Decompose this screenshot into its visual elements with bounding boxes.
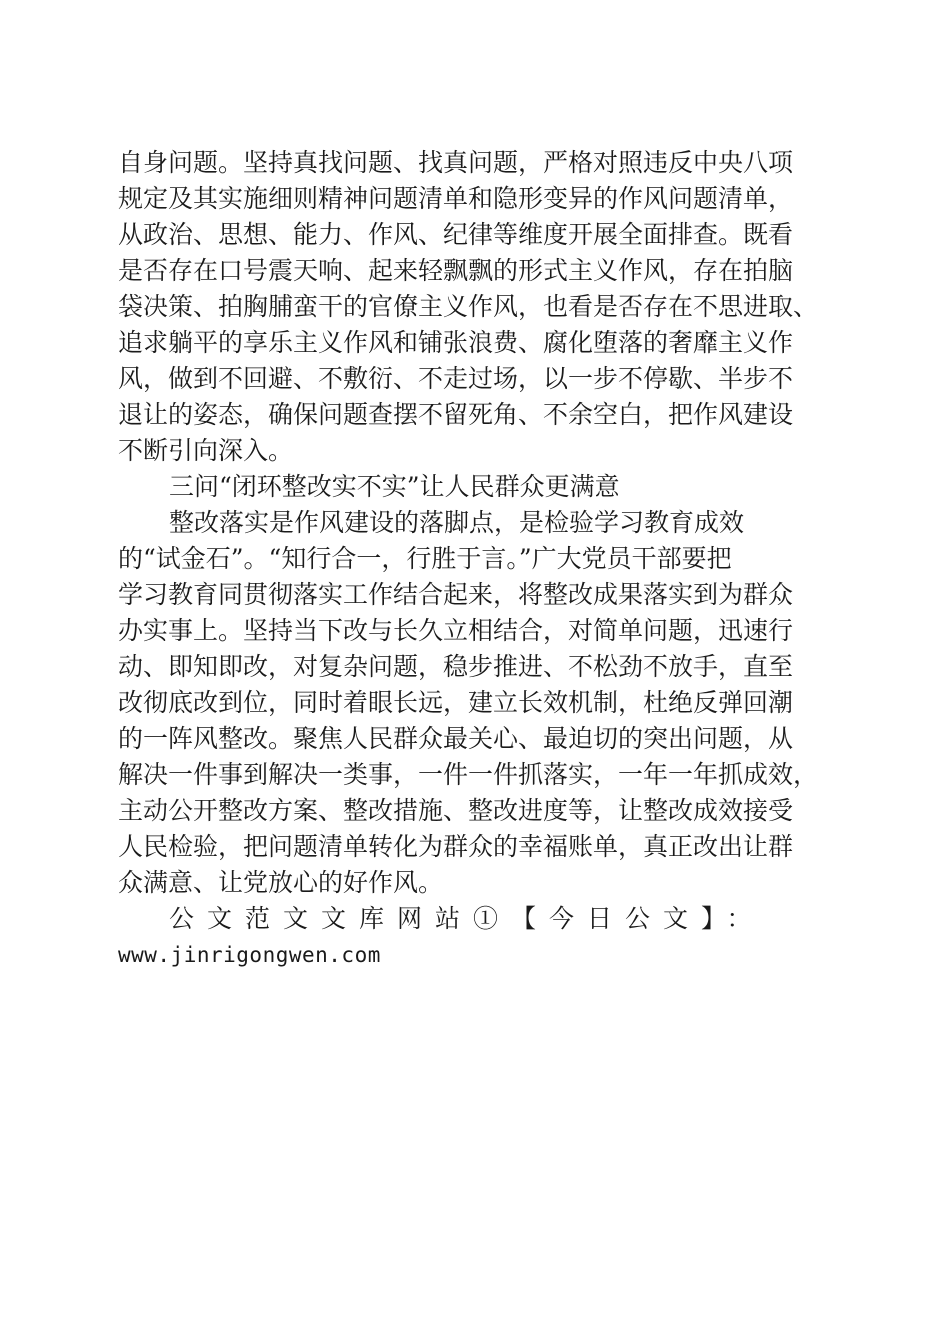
text-line: 风，做到不回避、不敷衍、不走过场，以一步不停歇、半步不 — [118, 364, 794, 393]
text-line: 规定及其实施细则精神问题清单和隐形变异的作风问题清单， — [118, 184, 794, 213]
text-line: 主动公开整改方案、整改措施、整改进度等，让整改成效接受 — [118, 796, 794, 825]
text-line: 追求躺平的享乐主义作风和铺张浪费、腐化堕落的奢靡主义作 — [118, 328, 794, 357]
text-line: 从政治、思想、能力、作风、纪律等维度开展全面排查。既看 — [118, 220, 794, 249]
source-note: 公文范文文库网站①【今日公文】： — [169, 904, 765, 933]
text-line: 动、即知即改，对复杂问题，稳步推进、不松劲不放手，直至 — [118, 652, 794, 681]
text-line: 办实事上。坚持当下改与长久立相结合，对简单问题，迅速行 — [118, 616, 794, 645]
text-line: 不断引向深入。 — [118, 436, 294, 465]
text-line: 的“试金石”。“知行合一，行胜于言。”广大党员干部要把 — [118, 544, 732, 573]
text-line: 是否存在口号震天响、起来轻飘飘的形式主义作风，存在拍脑 — [118, 256, 794, 285]
text-line: 解决一件事到解决一类事，一件一件抓落实，一年一年抓成效， — [118, 760, 819, 789]
text-line: 的一阵风整改。聚焦人民群众最关心、最迫切的突出问题，从 — [118, 724, 794, 753]
text-line: 改彻底改到位，同时着眼长远，建立长效机制，杜绝反弹回潮 — [118, 688, 794, 717]
text-line: 退让的姿态，确保问题查摆不留死角、不余空白，把作风建设 — [118, 400, 794, 429]
text-line: 众满意、让党放心的好作风。 — [118, 868, 444, 897]
website-url: www.jinrigongwen.com — [118, 943, 381, 967]
text-line: 整改落实是作风建设的落脚点，是检验学习教育成效 — [169, 508, 745, 537]
section-heading: 三问“闭环整改实不实”让人民群众更满意 — [169, 472, 620, 501]
text-line: 学习教育同贯彻落实工作结合起来，将整改成果落实到为群众 — [118, 580, 794, 609]
text-line: 自身问题。坚持真找问题、找真问题，严格对照违反中央八项 — [118, 148, 794, 177]
text-line: 人民检验，把问题清单转化为群众的幸福账单，真正改出让群 — [118, 832, 794, 861]
text-line: 袋决策、拍胸脯蛮干的官僚主义作风，也看是否存在不思进取、 — [118, 292, 819, 321]
